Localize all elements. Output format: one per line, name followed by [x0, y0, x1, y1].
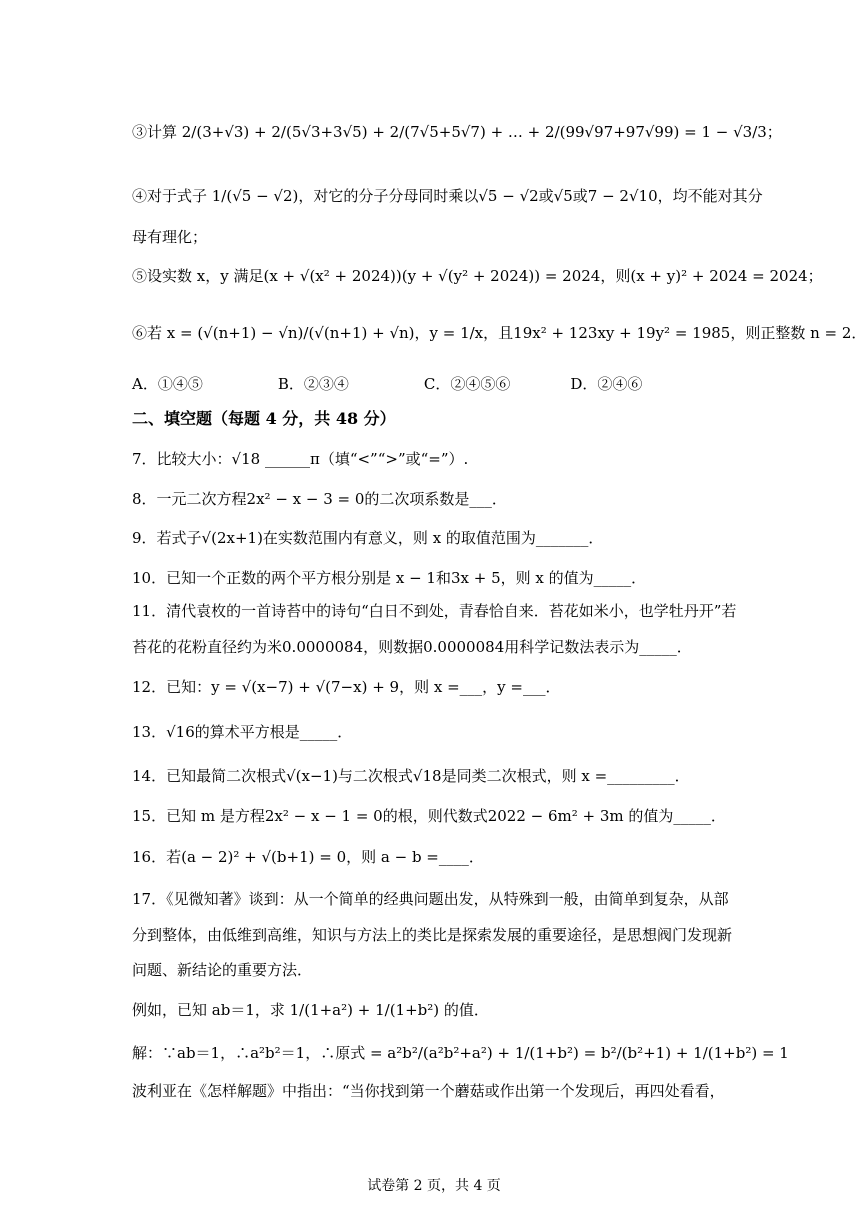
answer-options: A．①④⑤ B．②③④ C．②④⑤⑥ D．②④⑥ [132, 375, 643, 393]
question-16: 16．若(a − 2)² + √(b+1) = 0，则 a − b =____． [132, 848, 484, 866]
question-4-line-1: ④对于式子 1/(√5 − √2)，对它的分子分母同时乘以√5 − √2或√5或7 − 2√10，均不能对其分 [132, 187, 763, 205]
question-12: 12．已知：y = √(x−7) + √(7−x) + 9，则 x =___，y =___． [132, 678, 561, 696]
question-17-example: 例如，已知 ab＝1，求 1/(1+a²) + 1/(1+b²) 的值． [132, 1001, 489, 1019]
section-title: 二、填空题（每题 4 分，共 48 分） [132, 409, 396, 428]
question-17-solution: 解：∵ab＝1，∴a²b²＝1，∴原式 = a²b²/(a²b²+a²) + 1/(1+b²) = b²/(b²+1) + 1/(1+b²) = 1 [132, 1044, 789, 1062]
question-8: 8．一元二次方程2x² − x − 3 = 0的二次项系数是___． [132, 490, 507, 508]
question-9: 9．若式子√(2x+1)在实数范围内有意义，则 x 的取值范围为_______． [132, 529, 604, 547]
question-6: ⑥若 x = (√(n+1) − √n)/(√(n+1) + √n)，y = 1/x，且19x² + 123xy + 19y² = 1985，则正整数 n = 2． [132, 324, 867, 342]
question-10: 10．已知一个正数的两个平方根分别是 x − 1和3x + 5，则 x 的值为_____． [132, 569, 647, 587]
question-17-line-1: 17．《见微知著》谈到：从一个简单的经典问题出发，从特殊到一般，由简单到复杂，从部 [132, 890, 729, 908]
question-11-line-2: 苔花的花粉直径约为米0.0000084，则数据0.0000084用科学记数法表示为_____． [132, 638, 692, 656]
question-4-line-2: 母有理化； [132, 228, 208, 246]
question-14: 14．已知最简二次根式√(x−1)与二次根式√18是同类二次根式，则 x =_________． [132, 767, 690, 785]
question-15: 15．已知 m 是方程2x² − x − 1 = 0的根，则代数式2022 − 6m² + 3m 的值为_____． [132, 807, 726, 825]
question-17-line-3: 问题、新结论的重要方法． [132, 961, 313, 979]
question-5: ⑤设实数 x，y 满足(x + √(x² + 2024))(y + √(y² + 2024)) = 2024，则(x + y)² + 2024 = 2024； [132, 267, 823, 285]
question-7: 7．比较大小：√18 ______π（填“<”“>”或“=”）. [132, 450, 469, 468]
question-17-line-2: 分到整体，由低维到高维，知识与方法上的类比是探索发展的重要途径，是思想阀门发现新 [132, 926, 733, 944]
page-footer: 试卷第 2 页，共 4 页 [367, 1178, 501, 1194]
question-13: 13．√16的算术平方根是_____． [132, 723, 353, 741]
question-11-line-1: 11．清代袁枚的一首诗苔中的诗句“白日不到处，青春恰自来．苔花如米小，也学牡丹开”若 [132, 602, 737, 620]
question-17-polya: 波利亚在《怎样解题》中指出：“当你找到第一个蘑菇或作出第一个发现后，再四处看看， [132, 1082, 725, 1100]
question-3: ③计算 2/(3+√3) + 2/(5√3+3√5) + 2/(7√5+5√7) + … + 2/(99√97+97√99) = 1 − √3/3； [132, 123, 782, 141]
